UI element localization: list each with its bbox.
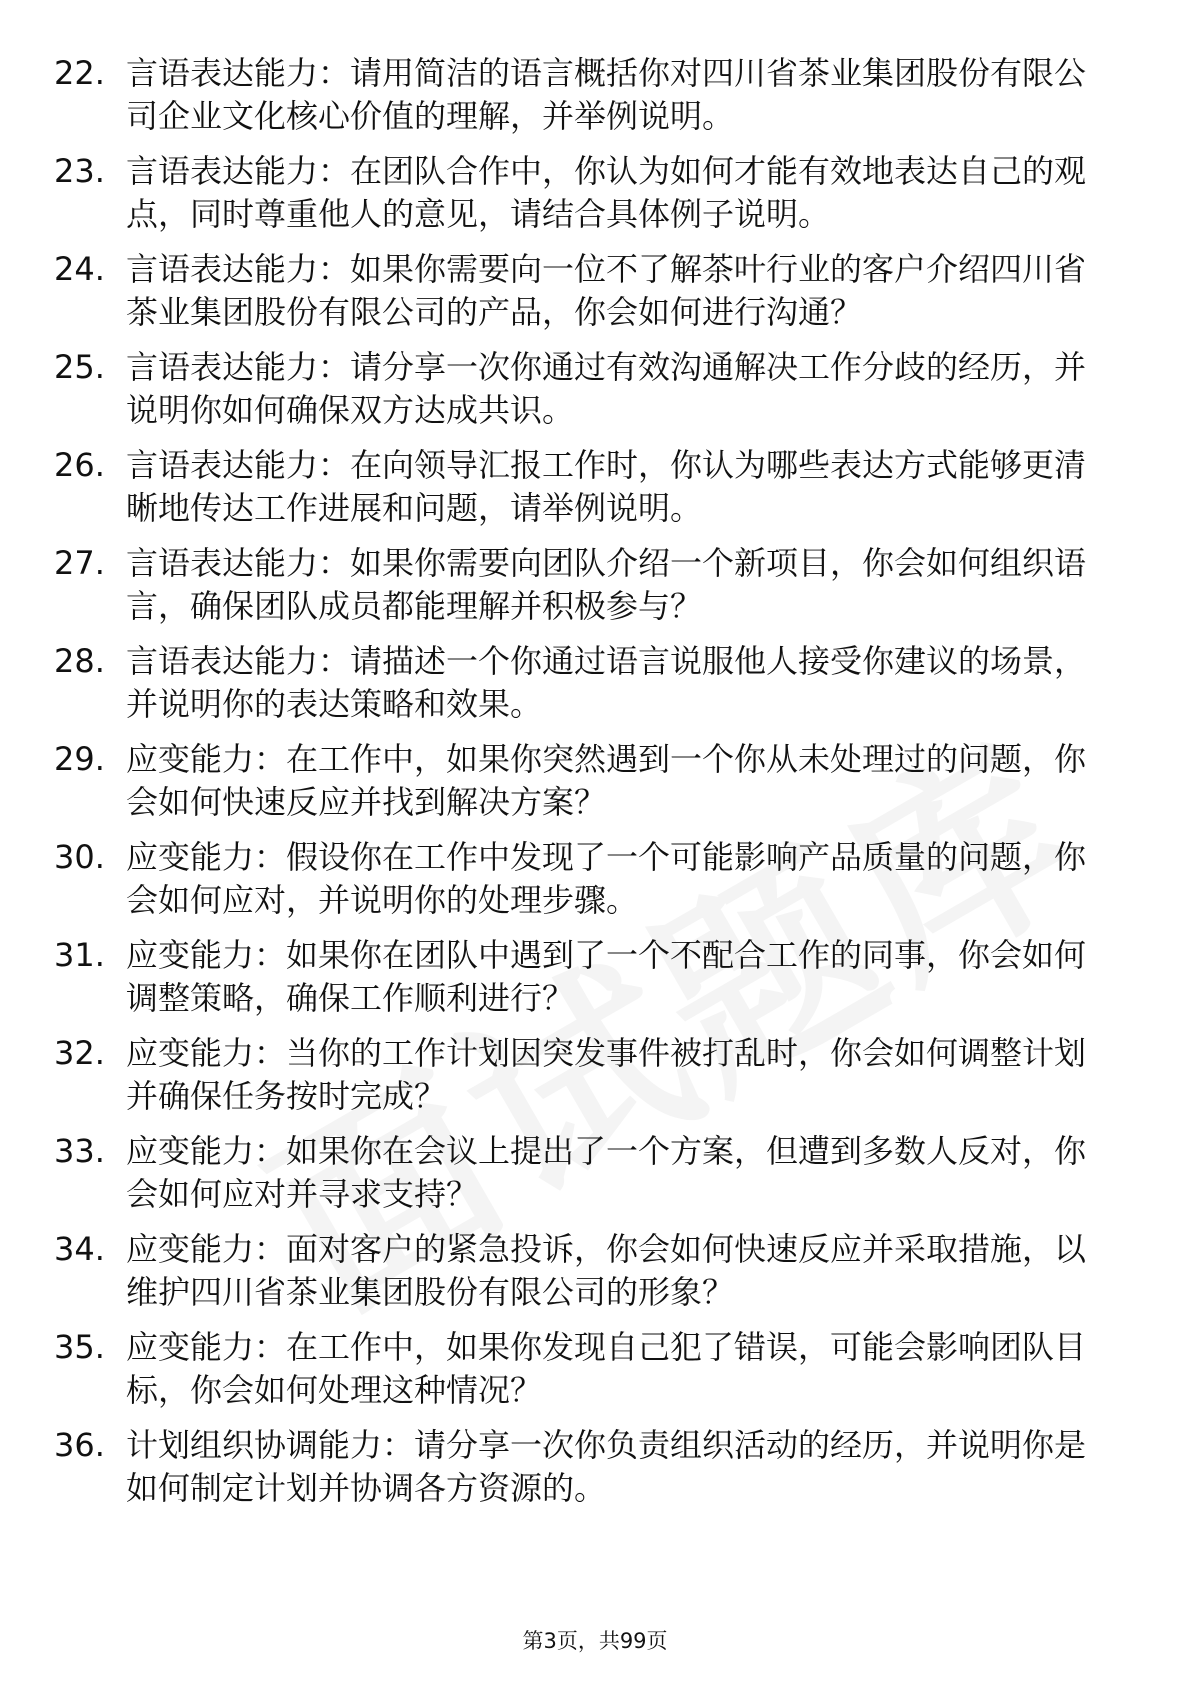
question-item [0, 640, 1190, 738]
question-number: 22. [54, 54, 105, 92]
question-text: 应变能力：如果你在团队中遇到了一个不配合工作的同事，你会如何调整策略，确保工作顺利进行？ [126, 936, 1087, 1017]
page-footer: 第3页，共99页 [522, 1629, 668, 1653]
question-number: 27. [54, 544, 105, 582]
question-item [0, 52, 1190, 150]
question-item [0, 150, 1190, 248]
question-number: 25. [54, 348, 105, 386]
question-number: 35. [54, 1328, 105, 1366]
question-number: 30. [54, 838, 105, 876]
question-text: 言语表达能力：请描述一个你通过语言说服他人接受你建议的场景，并说明你的表达策略和效果。 [126, 642, 1087, 723]
question-item [0, 1326, 1190, 1424]
question-item [0, 542, 1190, 640]
question-text: 应变能力：在工作中，如果你发现自己犯了错误，可能会影响团队目标，你会如何处理这种情况？ [126, 1328, 1087, 1409]
question-number: 32. [54, 1034, 105, 1072]
question-text: 应变能力：当你的工作计划因突发事件被打乱时，你会如何调整计划并确保任务按时完成？ [126, 1034, 1087, 1115]
question-text: 言语表达能力：如果你需要向团队介绍一个新项目，你会如何组织语言，确保团队成员都能理解并积极参与？ [126, 544, 1087, 625]
question-item [0, 934, 1190, 1032]
question-item [0, 1130, 1190, 1228]
question-number: 36. [54, 1426, 105, 1464]
question-number: 26. [54, 446, 105, 484]
question-text: 言语表达能力：在团队合作中，你认为如何才能有效地表达自己的观点，同时尊重他人的意见，请结合具体例子说明。 [126, 152, 1087, 233]
question-text: 应变能力：假设你在工作中发现了一个可能影响产品质量的问题，你会如何应对，并说明你的处理步骤。 [126, 838, 1087, 919]
question-text: 言语表达能力：在向领导汇报工作时，你认为哪些表达方式能够更清晰地传达工作进展和问题，请举例说明。 [126, 446, 1087, 527]
question-text: 应变能力：如果你在会议上提出了一个方案，但遭到多数人反对，你会如何应对并寻求支持？ [126, 1132, 1087, 1213]
question-number: 33. [54, 1132, 105, 1170]
question-item [0, 346, 1190, 444]
question-text: 言语表达能力：请分享一次你通过有效沟通解决工作分歧的经历，并说明你如何确保双方达成共识。 [126, 348, 1087, 429]
question-number: 23. [54, 152, 105, 190]
question-text: 应变能力：面对客户的紧急投诉，你会如何快速反应并采取措施，以维护四川省茶业集团股份有限公司的形象？ [126, 1230, 1087, 1311]
question-item [0, 738, 1190, 836]
question-item [0, 1424, 1190, 1522]
question-item [0, 1032, 1190, 1130]
question-item [0, 1228, 1190, 1326]
question-item [0, 836, 1190, 934]
question-item [0, 248, 1190, 346]
question-text: 言语表达能力：如果你需要向一位不了解茶叶行业的客户介绍四川省茶业集团股份有限公司的产品，你会如何进行沟通？ [126, 250, 1087, 331]
question-number: 31. [54, 936, 105, 974]
question-text: 言语表达能力：请用简洁的语言概括你对四川省茶业集团股份有限公司企业文化核心价值的理解，并举例说明。 [126, 54, 1087, 135]
question-item [0, 444, 1190, 542]
question-text: 计划组织协调能力：请分享一次你负责组织活动的经历，并说明你是如何制定计划并协调各方资源的。 [126, 1426, 1087, 1507]
question-list [0, 52, 1190, 1522]
question-text: 应变能力：在工作中，如果你突然遇到一个你从未处理过的问题，你会如何快速反应并找到解决方案？ [126, 740, 1087, 821]
question-number: 29. [54, 740, 105, 778]
question-number: 24. [54, 250, 105, 288]
question-number: 34. [54, 1230, 105, 1268]
question-number: 28. [54, 642, 105, 680]
